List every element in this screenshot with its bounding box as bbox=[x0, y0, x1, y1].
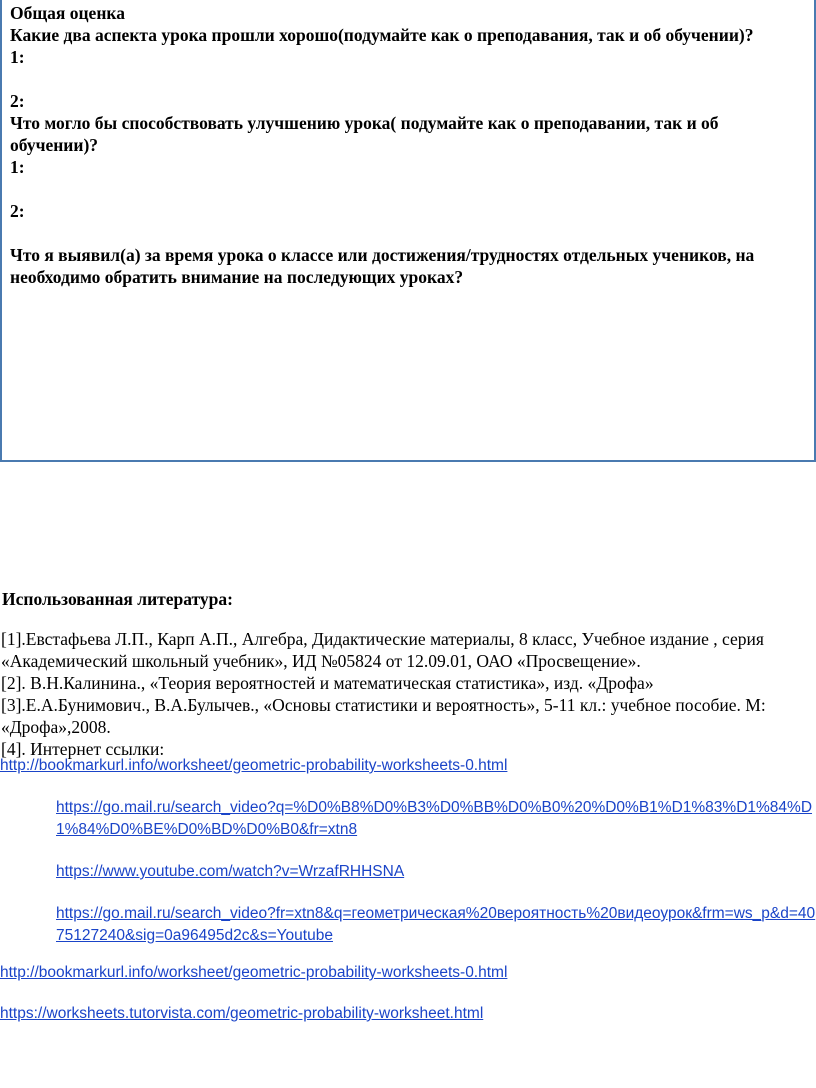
question-2-answer-1: 1: bbox=[10, 157, 25, 177]
question-2: Что могло бы способствовать улучшению урока( подумайте как о преподавании, так и об обучении)? bbox=[10, 113, 719, 155]
evaluation-title: Общая оценка bbox=[10, 3, 125, 23]
literature-entry-1: [1].Евстафьева Л.П., Карп А.П., Алгебра, Дидактические материалы, 8 класс, Учебное издание , серия «Академический школьный учебник», ИД №05824 от 12.09.01, ОАО «Просвещение». bbox=[1, 629, 764, 671]
literature-entry-3: [3].Е.А.Бунимович., В.А.Булычев., «Основы статистики и вероятность», 5-11 кл.: учебное пособие. М: «Дрофа»,2008. bbox=[1, 695, 766, 737]
literature-entry-4: [4]. Интернет ссылки: bbox=[1, 739, 165, 759]
evaluation-content bbox=[2, 0, 814, 288]
link-mail-video-2[interactable]: https://go.mail.ru/search_video?fr=xtn8&q=геометрическая%20вероятность%20видеоурок&frm=ws_p&d=4075127240&sig=0a96495d2c&s=Youtube bbox=[56, 905, 816, 944]
literature-list bbox=[0, 628, 816, 760]
evaluation-box bbox=[0, 0, 816, 462]
link-bookmarkurl-1[interactable]: http://bookmarkurl.info/worksheet/geometric-probability-worksheets-0.html bbox=[0, 757, 508, 774]
link-tutorvista[interactable]: https://worksheets.tutorvista.com/geometric-probability-worksheet.html bbox=[0, 1005, 484, 1022]
link-youtube[interactable]: https://www.youtube.com/watch?v=WrzafRHHSNA bbox=[56, 863, 405, 880]
question-2-answer-2: 2: bbox=[10, 201, 25, 221]
question-1: Какие два аспекта урока прошли хорошо(подумайте как о преподавания, так и об обучении)? bbox=[10, 25, 754, 45]
link-mail-video-1[interactable]: https://go.mail.ru/search_video?q=%D0%B8%D0%B3%D0%BB%D0%B0%20%D0%B1%D1%83%D1%84%D1%84%D0%BE%D0%BD%D0%B0&fr=xtn8 bbox=[56, 799, 813, 838]
literature-entry-2: [2]. В.Н.Калинина., «Теория вероятностей и математическая статистика», изд. «Дрофа» bbox=[1, 673, 654, 693]
literature-section bbox=[0, 588, 816, 760]
literature-title: Использованная литература: bbox=[2, 589, 233, 609]
question-3: Что я выявил(а) за время урока о классе или достижения/трудностях отдельных учеников, на необходимо обратить внимание на последующих уроках? bbox=[10, 245, 755, 287]
question-1-answer-2: 2: bbox=[10, 91, 25, 111]
question-1-answer-1: 1: bbox=[10, 47, 25, 67]
link-bookmarkurl-2[interactable]: http://bookmarkurl.info/worksheet/geometric-probability-worksheets-0.html bbox=[0, 964, 508, 981]
